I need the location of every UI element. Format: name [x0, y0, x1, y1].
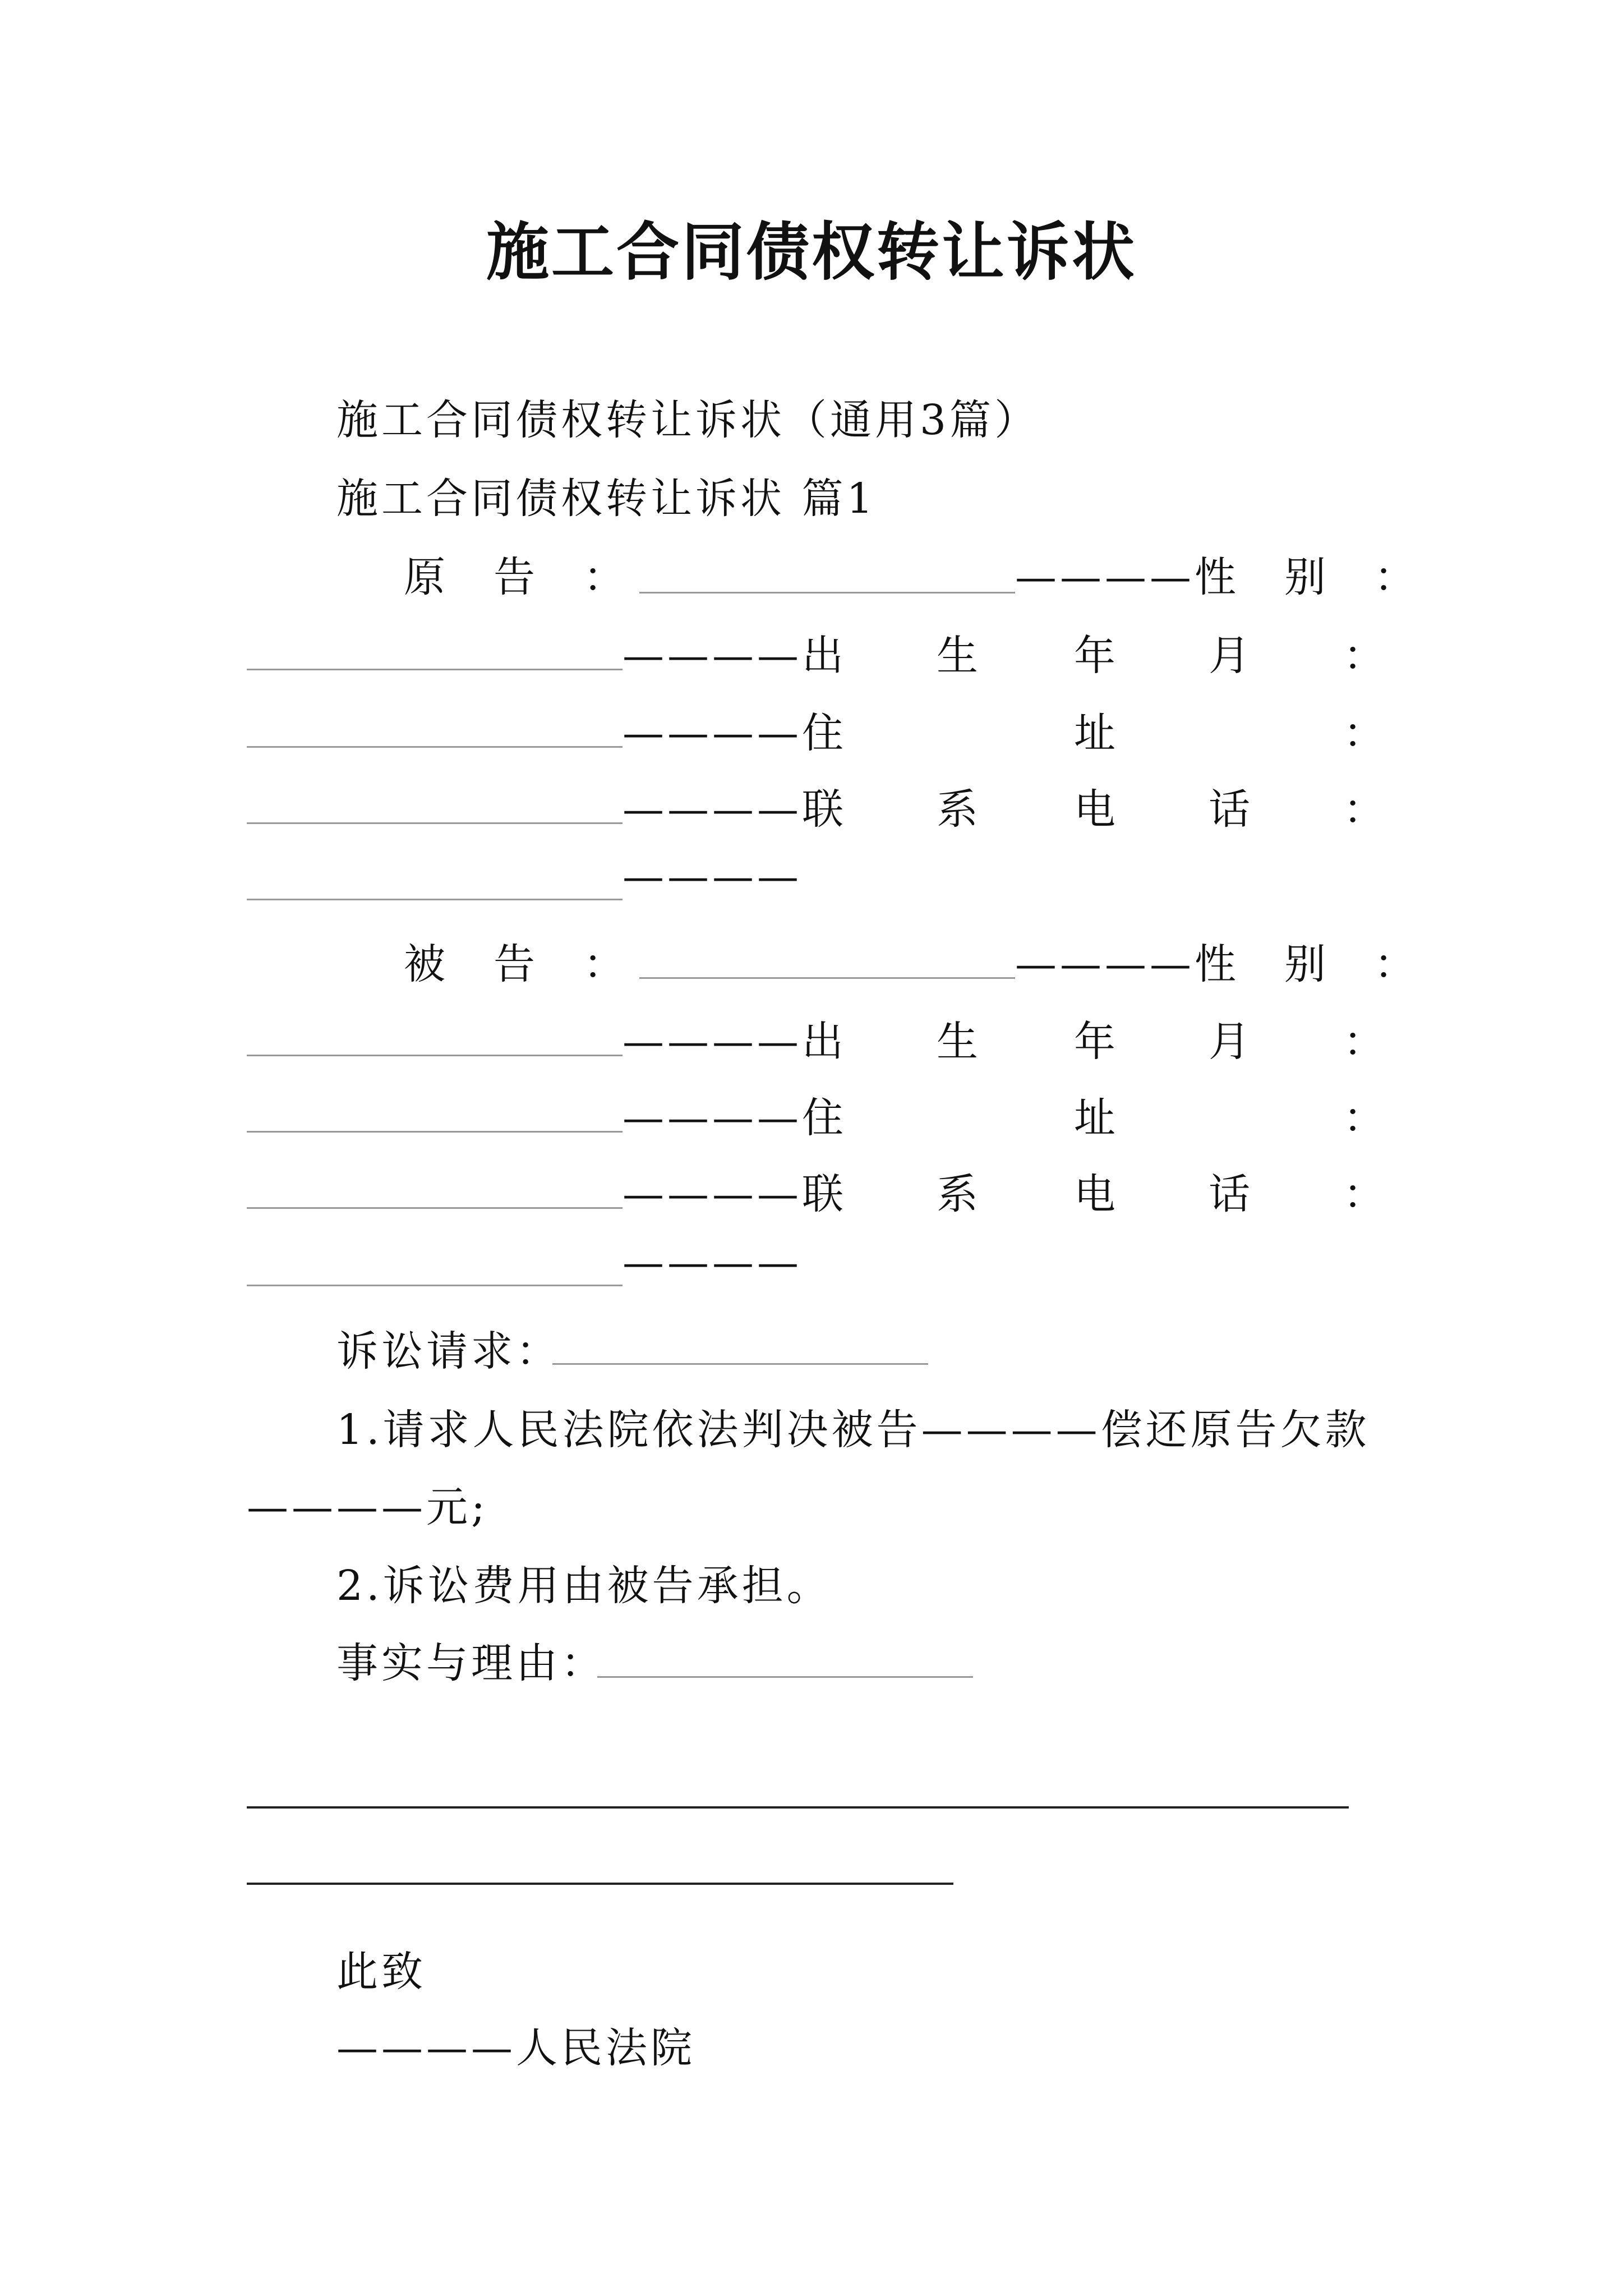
plaintiff-phone-colon: ：	[1343, 785, 1388, 834]
plaintiff-phone-blank[interactable]	[247, 899, 623, 900]
defendant-phone-char-1: 系	[937, 1170, 981, 1218]
plaintiff-phone-char-2: 电	[1074, 785, 1119, 834]
defendant-address-colon: ：	[1343, 1094, 1388, 1142]
facts-blank[interactable]	[597, 1676, 973, 1678]
defendant-phone-char-2: 电	[1074, 1170, 1119, 1218]
claims-label: 诉讼请求：	[336, 1327, 561, 1375]
plaintiff-name-blank[interactable]	[639, 592, 1015, 593]
plaintiff-phone-char-3: 话	[1209, 785, 1253, 834]
section-heading: 施工合同债权转让诉状 篇1	[336, 475, 877, 523]
claims-blank[interactable]	[552, 1363, 928, 1365]
defendant-address-blank[interactable]	[247, 1207, 623, 1209]
defendant-phone-label: ————联	[623, 1170, 847, 1218]
defendant-birth-char-1: 生	[937, 1018, 981, 1066]
facts-label: 事实与理由：	[336, 1639, 606, 1687]
defendant-birth-blank[interactable]	[247, 1131, 623, 1133]
defendant-phone-colon: ：	[1343, 1170, 1388, 1218]
defendant-birth-char-2: 年	[1074, 1018, 1119, 1066]
defendant-phone-char-3: 话	[1209, 1170, 1253, 1218]
defendant-birth-char-3: 月	[1209, 1018, 1253, 1066]
plaintiff-phone-char-1: 系	[937, 785, 981, 834]
plaintiff-birth-colon: ：	[1343, 632, 1388, 680]
defendant-end-dash: ————	[623, 1239, 802, 1287]
defendant-phone-blank[interactable]	[247, 1285, 623, 1286]
document-title: 施工合同债权转让诉状	[486, 215, 1137, 289]
plaintiff-birth-char-2: 年	[1074, 632, 1119, 680]
subtitle: 施工合同债权转让诉状（通用3篇）	[336, 396, 1040, 444]
plaintiff-birth-char-3: 月	[1209, 632, 1253, 680]
plaintiff-end-dash: ————	[623, 853, 802, 901]
plaintiff-birth-label: ————出	[623, 632, 847, 680]
defendant-address-label: ————住	[623, 1094, 847, 1142]
plaintiff-address-char: 址	[1074, 709, 1119, 757]
claim-1-line-1: 1.请求人民法院依法判决被告————偿还原告欠款	[336, 1406, 1370, 1454]
defendant-name-blank[interactable]	[639, 977, 1015, 979]
claim-1-line-2: ————元;	[247, 1483, 488, 1531]
defendant-birth-colon: ：	[1343, 1018, 1388, 1066]
defendant-address-char: 址	[1074, 1094, 1119, 1142]
plaintiff-gender-label: ————性 别 ：	[1015, 553, 1419, 601]
plaintiff-birth-blank[interactable]	[247, 746, 623, 748]
claim-2: 2.诉讼费用由被告承担。	[336, 1562, 832, 1610]
plaintiff-address-label: ————住	[623, 709, 847, 757]
plaintiff-gender-blank[interactable]	[247, 669, 623, 670]
plaintiff-phone-label: ————联	[623, 785, 847, 834]
plaintiff-label: 原 告 ：	[404, 553, 628, 601]
court-name: ————人民法院	[336, 2024, 695, 2072]
plaintiff-address-colon: ：	[1343, 709, 1388, 757]
plaintiff-birth-char-1: 生	[937, 632, 981, 680]
defendant-gender-label: ————性 别 ：	[1015, 940, 1419, 988]
facts-writing-line-1[interactable]	[247, 1806, 1349, 1809]
closing-salutation: 此致	[336, 1948, 426, 1996]
facts-writing-line-2[interactable]	[247, 1883, 953, 1885]
defendant-gender-blank[interactable]	[247, 1055, 623, 1056]
plaintiff-address-blank[interactable]	[247, 822, 623, 824]
defendant-birth-label: ————出	[623, 1018, 847, 1066]
defendant-label: 被 告 ：	[404, 940, 628, 988]
